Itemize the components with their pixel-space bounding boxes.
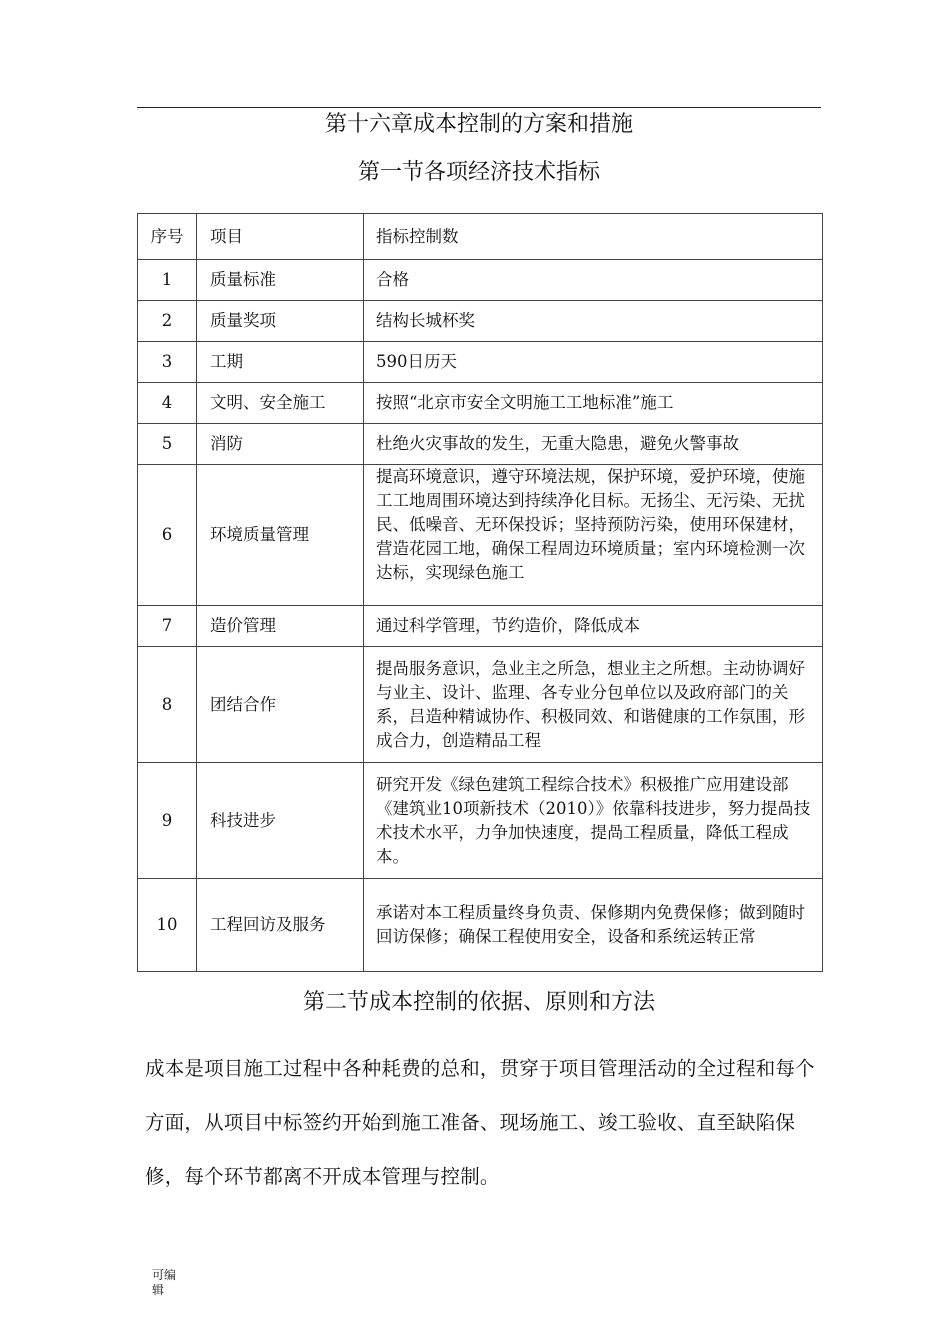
table-row [138,465,823,606]
row-target: 提咼服务意识，急业主之所急，想业主之所想。主动协调好与业主、设计、监理、各专业分包单位以及政府部门的关系，吕造种精诚协作、积极同效、和谐健康的工作氛围，形成合力，创造精品工程 [364,647,823,763]
row-target: 结构长城杯奖 [364,301,823,342]
table-row [138,383,823,424]
row-no: 5 [138,424,197,465]
row-target: 合格 [364,260,823,301]
row-no: 4 [138,383,197,424]
row-no: 9 [138,763,197,879]
row-item: 工程回访及服务 [197,879,364,972]
row-item: 质量标准 [197,260,364,301]
table-row [138,424,823,465]
row-target: 按照“北京市安全文明施工工地标准”施工 [364,383,823,424]
header-target: 指标控制数 [364,214,823,260]
row-target: 提高环境意识，遵守环境法规，保护环境，爱护环境，使施工工地周围环境达到持续净化目标。无扬尘、无污染、无扰民、低噪音、无环保投诉；坚持预防污染，使用环保建材，营造花园工地，确保工程周边环境质量；室内环境检测一次达标，实现绿色施工 [376,467,805,582]
row-no: 8 [138,647,197,763]
header-item: 项目 [197,214,364,260]
section-title-1: 第一节各项经济技术指标 [357,160,600,185]
section-title-2: 第二节成本控制的依据、原则和方法 [302,990,655,1015]
table-row [138,879,823,972]
table-row [138,647,823,763]
row-no: 10 [138,879,197,972]
indicator-table [137,213,823,972]
row-item: 造价管理 [197,606,364,647]
row-target: 590日历天 [364,342,823,383]
chapter-title: 第十六章成本控制的方案和措施 [324,112,633,137]
header-no: 序号 [138,214,197,260]
table-header-row [138,214,823,260]
row-target-cell [364,465,823,606]
table-row [138,301,823,342]
table-row [138,763,823,879]
table-row [138,606,823,647]
row-no: 6 [138,465,197,606]
row-item: 环境质量管理 [197,465,364,606]
table-row [138,342,823,383]
row-target: 承诺对本工程质量终身负责、保修期内免费保修；做到随时回访保修；确保工程使用安全，设备和系统运转正常 [364,879,823,972]
row-target: 通过科学管理，节约造价，降低成本 [364,606,823,647]
body-paragraph: 成本是项目施工过程中各种耗费的总和，贯穿于项目管理活动的全过程和每个方面，从项目中标签约开始到施工准备、现场施工、竣工验收、直至缺陷保修，每个环节都离不开成本管理与控制。 [145,1057,815,1188]
row-item: 团结合作 [197,647,364,763]
row-item: 科技进步 [197,763,364,879]
row-target: 研究开发《绿色建筑工程综合技术》积极推广应用建设部《建筑业10项新技术（2010）》依靠科技进步，努力提咼技术技术水平，力争加快速度，提咼工程质量，降低工程成本。 [364,763,823,879]
row-no: 1 [138,260,197,301]
row-item: 工期 [197,342,364,383]
row-item: 文明、安全施工 [197,383,364,424]
row-no: 2 [138,301,197,342]
row-item: 质量奖项 [197,301,364,342]
footer-editable-note: 可编辑 [152,1268,177,1297]
row-target: 杜绝火灾事故的发生，无重大隐患，避免火警事故 [364,424,823,465]
table-row [138,260,823,301]
row-item: 消防 [197,424,364,465]
row-no: 7 [138,606,197,647]
row-no: 3 [138,342,197,383]
